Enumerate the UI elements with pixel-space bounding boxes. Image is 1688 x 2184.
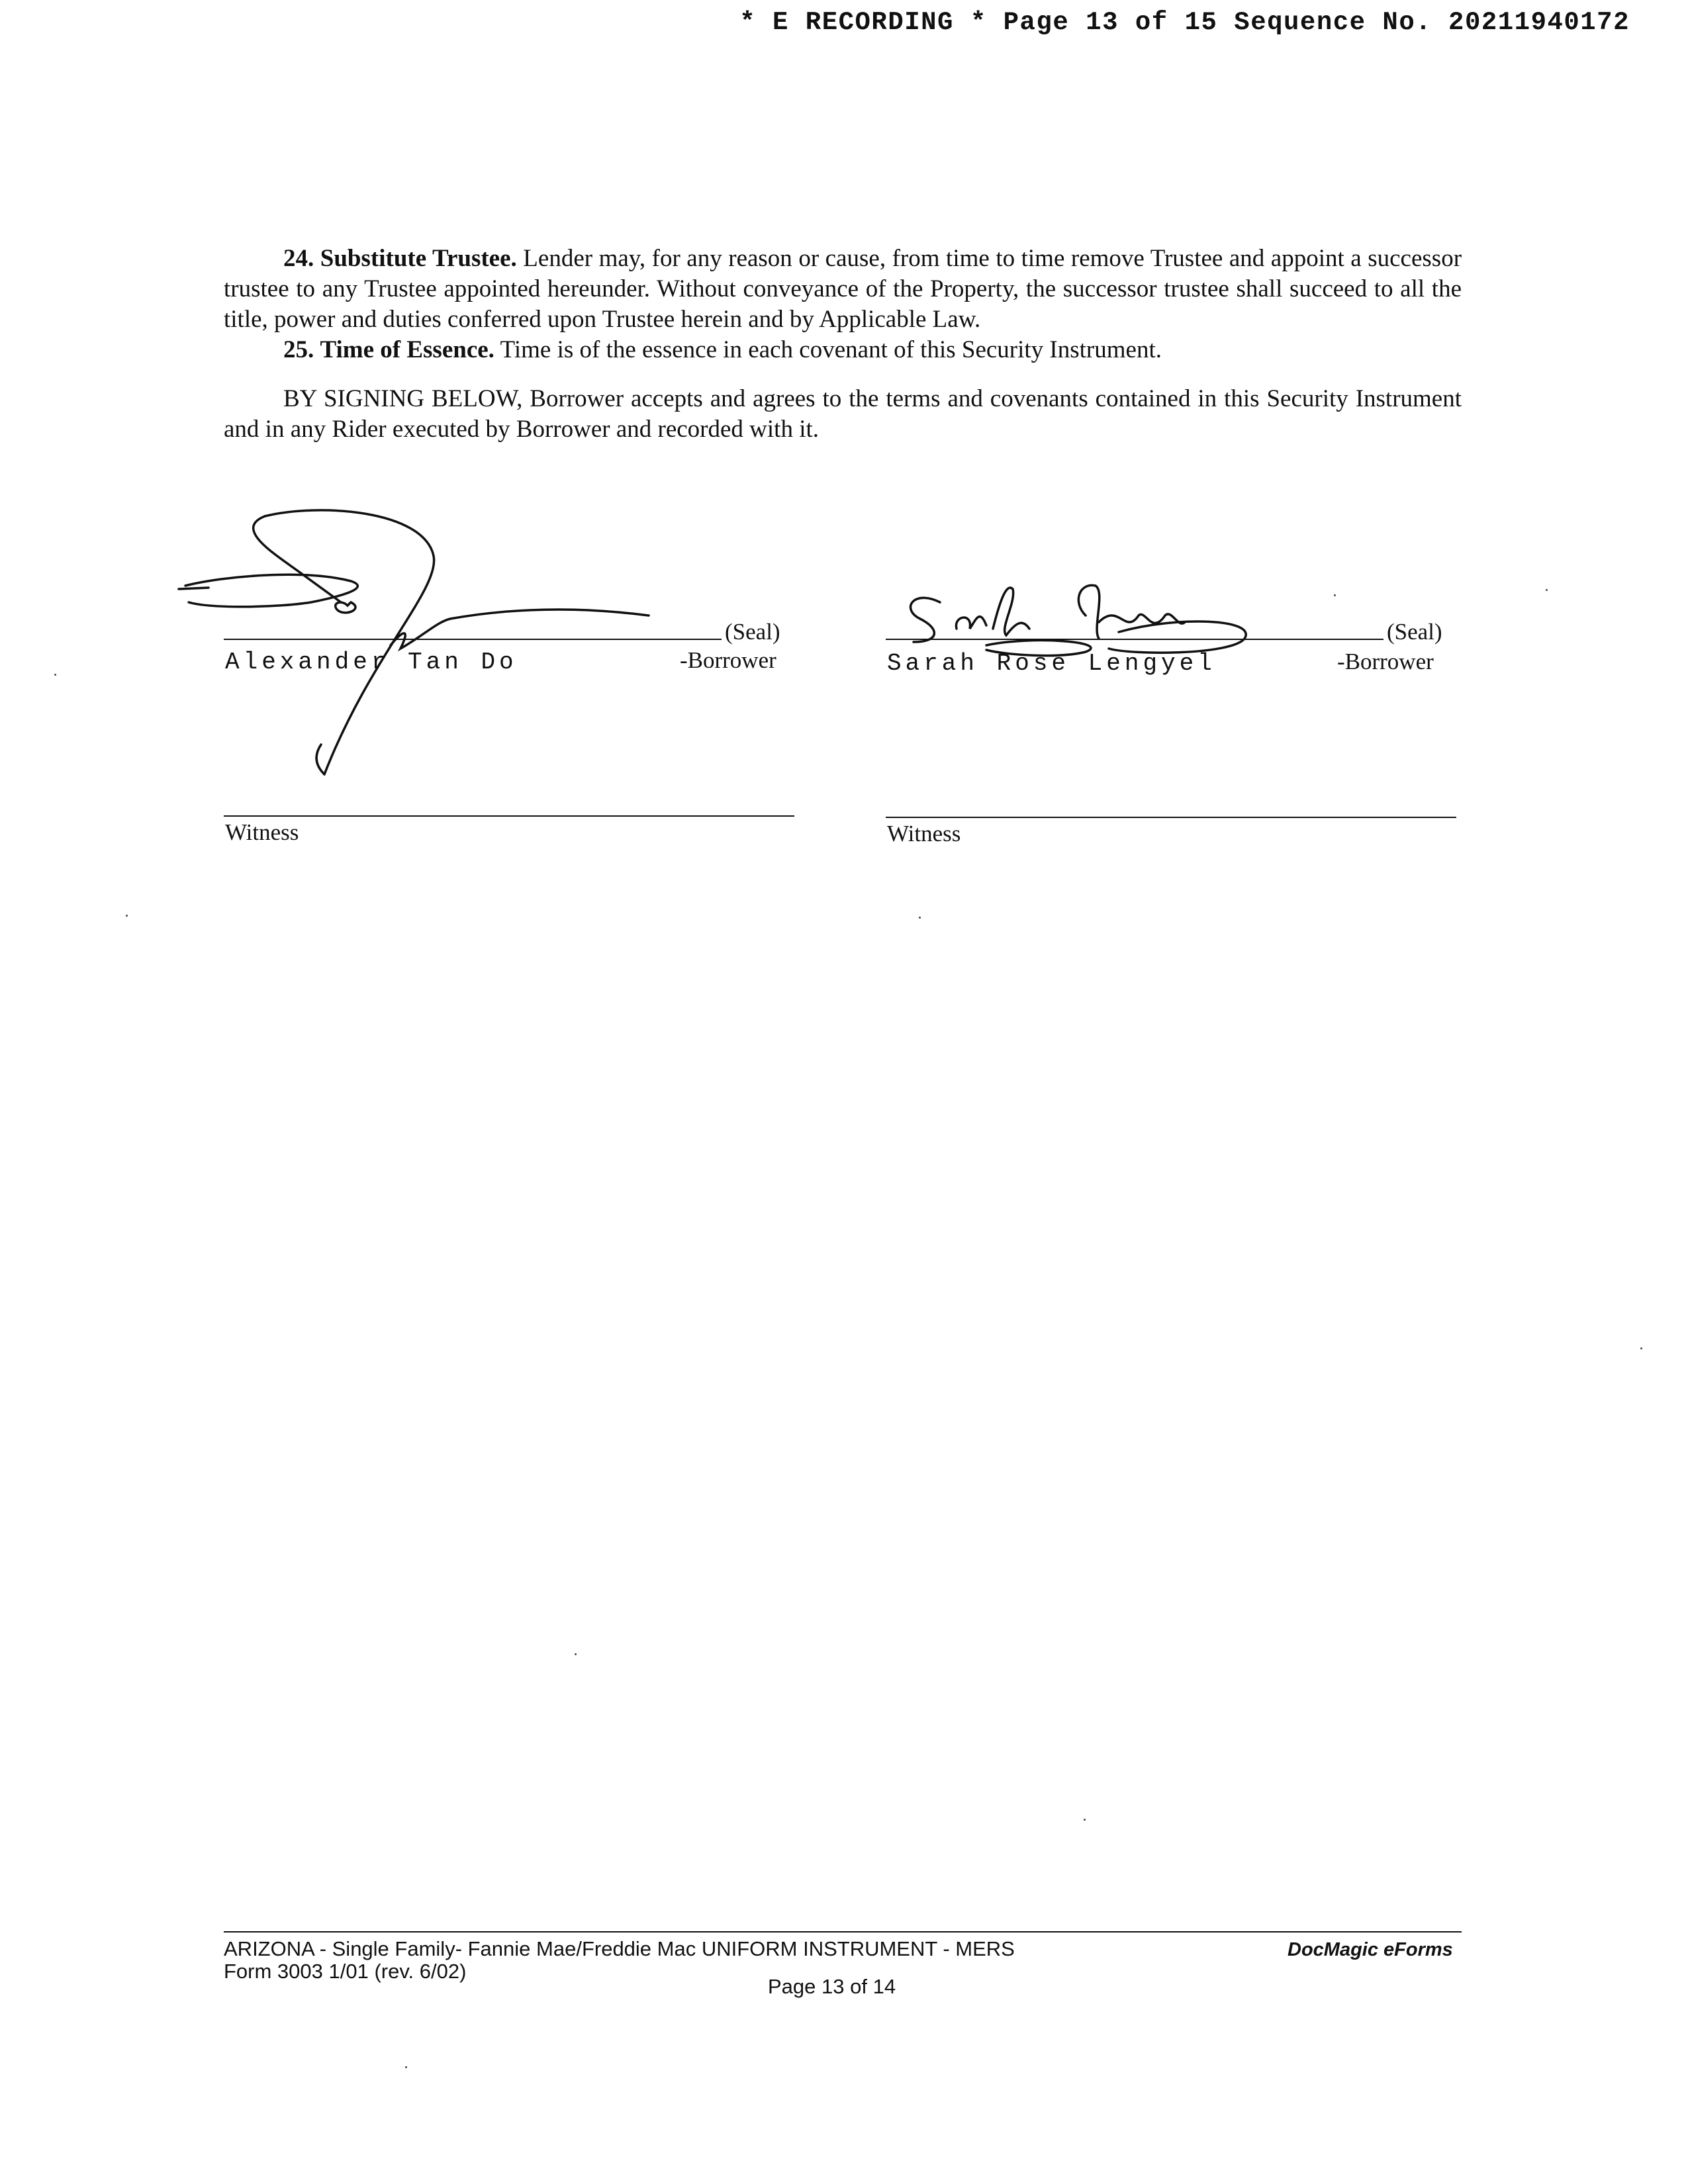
section-24-text: Lender may, for any reason or cause, from time to time remove Trustee and appoint a successor trustee to any Trustee appointed hereunder. Without conveyance of the Property, the successor trustee shall succeed to all the title, power and duties conferred upon Trustee herein and by Applicable Law. — [224, 245, 1462, 333]
scan-speck — [1084, 1819, 1086, 1821]
footer-form-number: Form 3003 1/01 (rev. 6/02) — [224, 1960, 467, 1983]
signing-statement: BY SIGNING BELOW, Borrower accepts and agrees to the terms and covenants contained in this Security Instrument and in any Rider executed by Borrower and recorded with it. — [224, 385, 1462, 443]
seal-label-right: (Seal) — [1387, 619, 1442, 645]
section-24-title: Substitute Trustee. — [320, 245, 517, 272]
scan-speck — [54, 674, 56, 676]
printed-name-left: Alexander Tan Do — [225, 649, 518, 676]
scan-speck — [405, 2066, 407, 2068]
docmagic-logo: DocMagic eForms — [1288, 1939, 1453, 1960]
recording-stamp: * E RECORDING * Page 13 of 15 Sequence No. 20211940172 — [739, 8, 1630, 37]
seal-label-left: (Seal) — [725, 619, 780, 645]
section-25 — [224, 335, 1462, 365]
document-body — [224, 244, 1462, 445]
witness-line-left — [224, 815, 794, 817]
scan-speck — [1334, 594, 1336, 596]
section-25-number: 25. — [283, 336, 314, 363]
footer-page-number: Page 13 of 14 — [768, 1975, 896, 1998]
role-label-right: -Borrower — [1337, 649, 1434, 674]
section-24 — [224, 244, 1462, 335]
witness-label-left: Witness — [225, 819, 299, 845]
handwritten-signature-right — [900, 563, 1258, 682]
footer-form-title: ARIZONA - Single Family- Fannie Mae/Freddie Mac UNIFORM INSTRUMENT - MERS — [224, 1937, 1015, 1960]
printed-name-right: Sarah Rose Lengyel — [887, 650, 1216, 677]
witness-label-right: Witness — [887, 821, 961, 846]
section-25-text: Time is of the essence in each covenant of this Security Instrument. — [500, 336, 1162, 363]
role-label-left: -Borrower — [680, 647, 776, 673]
footer-rule — [224, 1931, 1462, 1933]
witness-line-right — [886, 817, 1456, 818]
scan-speck — [1546, 589, 1548, 591]
section-24-number: 24. — [283, 245, 314, 272]
scan-speck — [126, 915, 128, 917]
scan-speck — [1640, 1347, 1642, 1349]
handwritten-signature-left — [172, 503, 675, 781]
scan-speck — [919, 917, 921, 919]
scan-speck — [575, 1653, 577, 1655]
section-25-title: Time of Essence. — [320, 336, 494, 363]
footer-form-info — [224, 1938, 1015, 1983]
